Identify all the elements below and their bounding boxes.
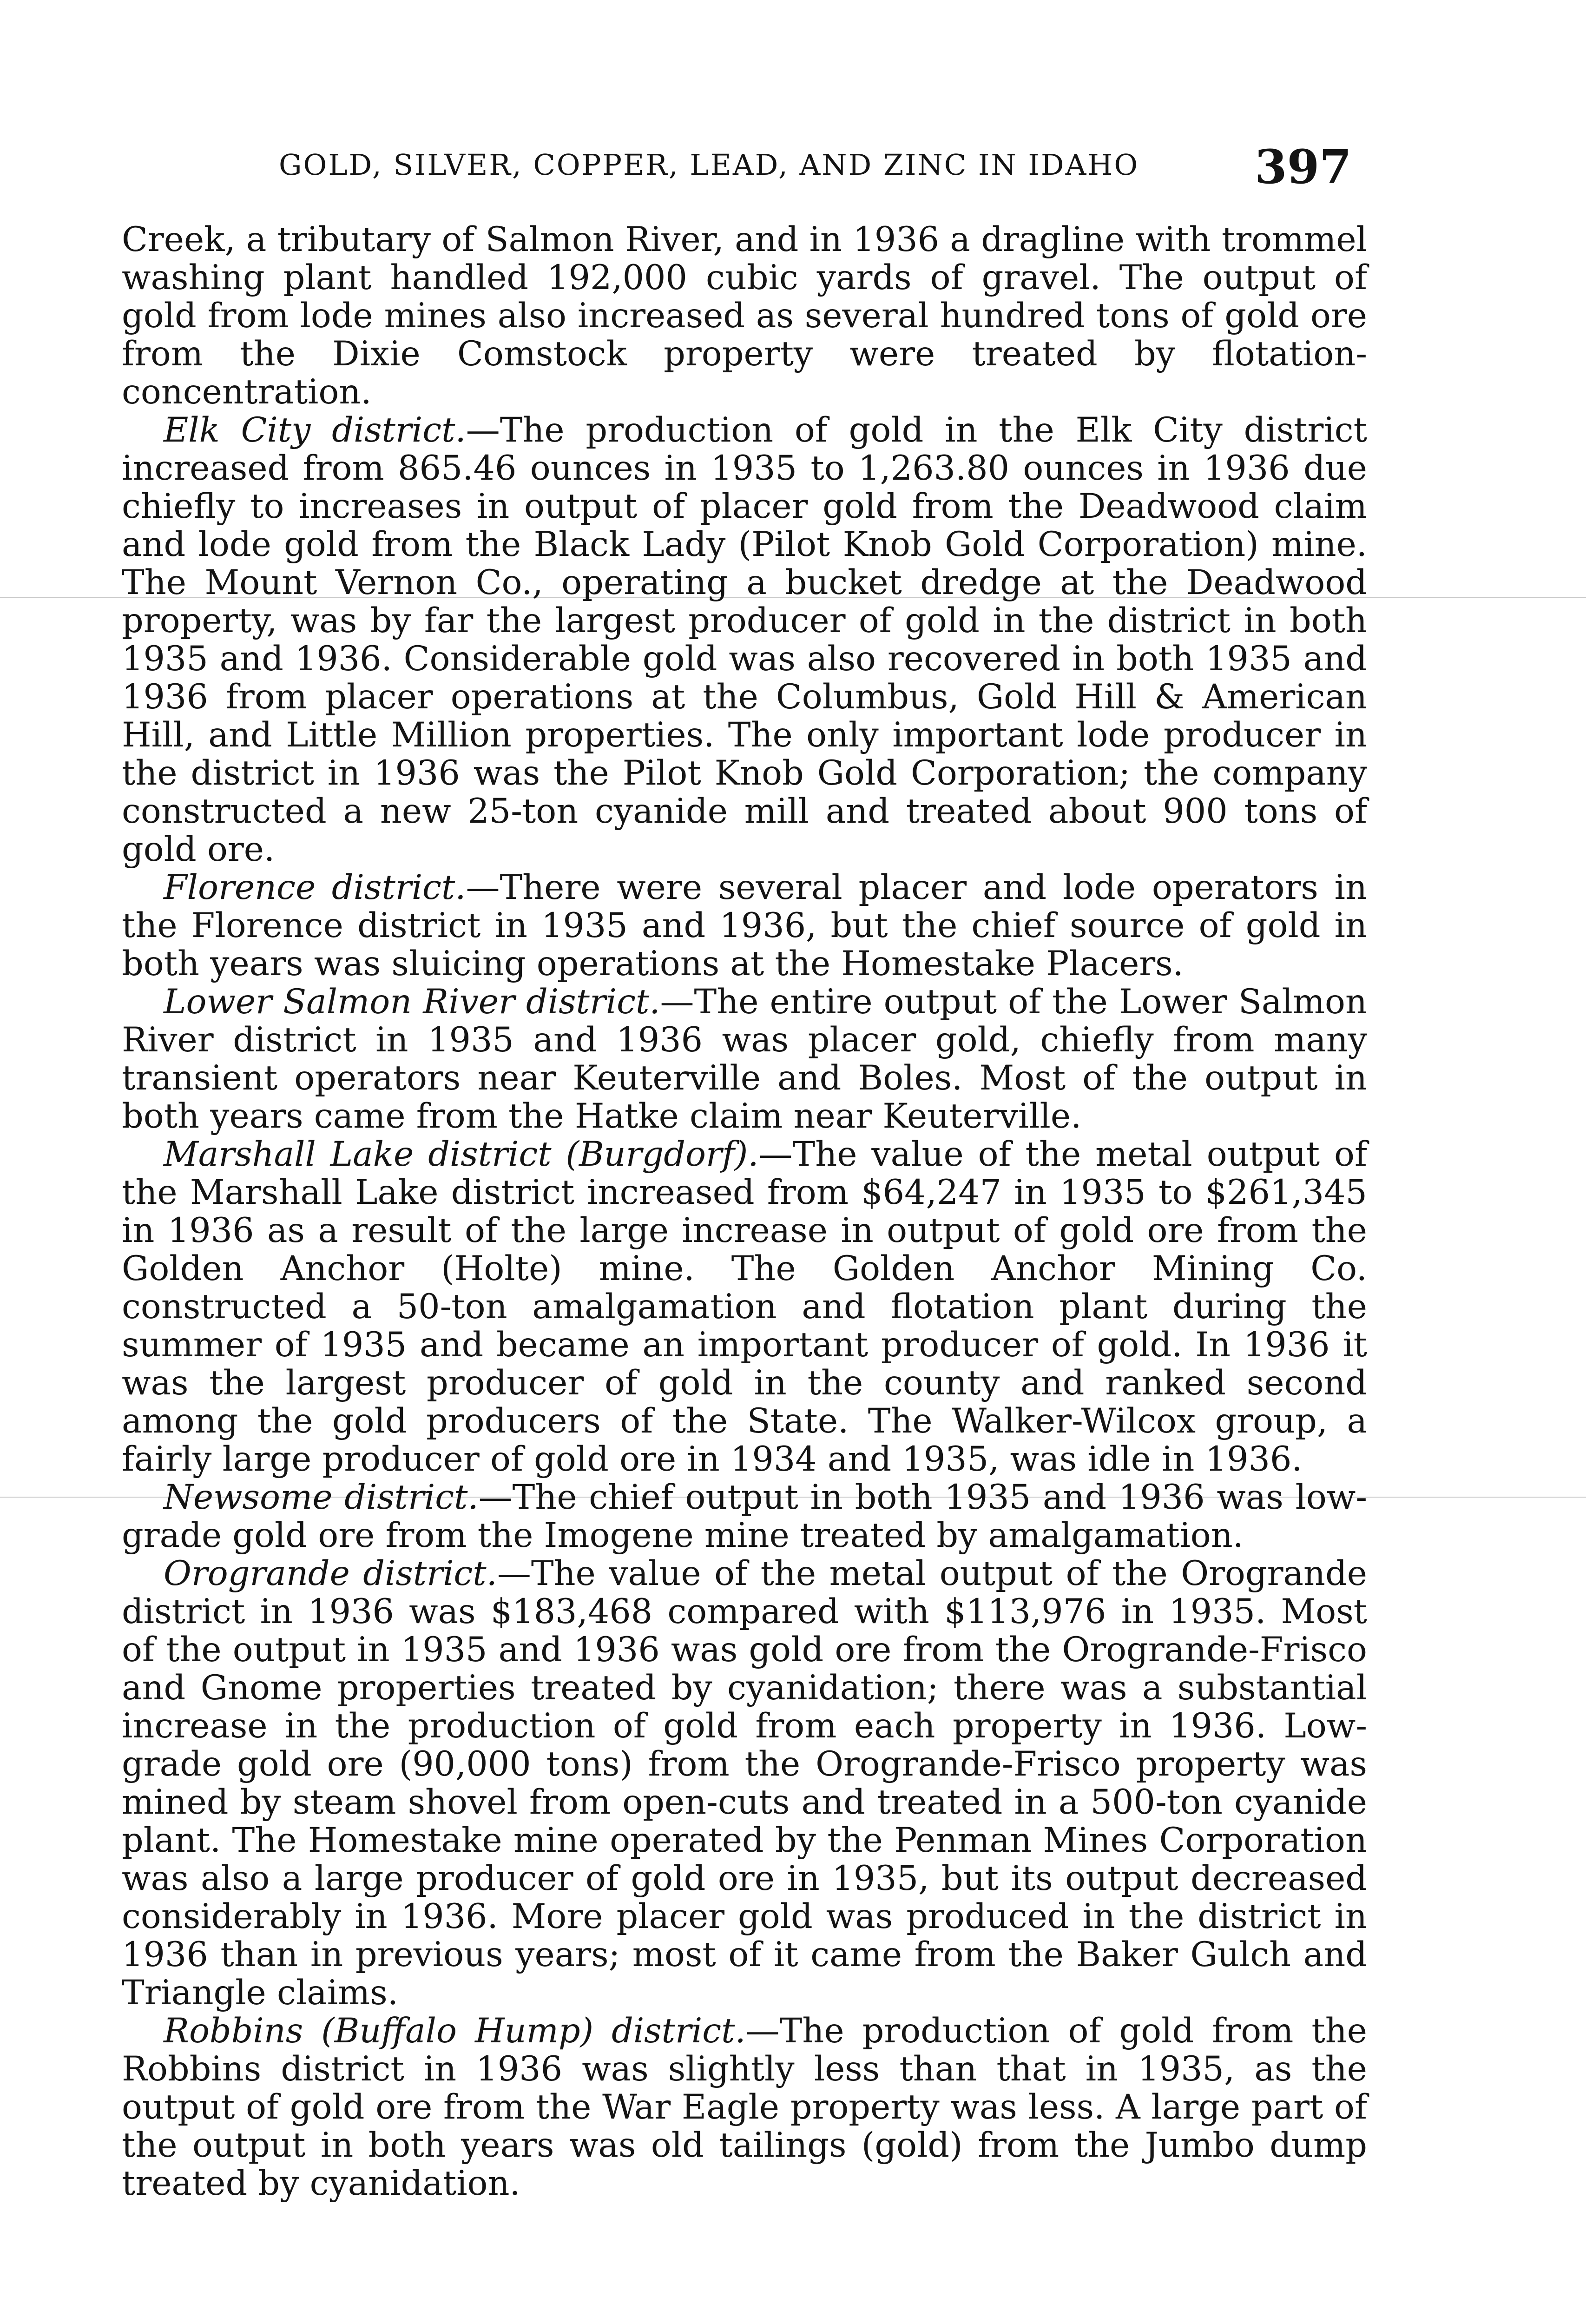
paragraph-text: —The production of gold from the Robbins district in 1936 was slightly less than that in 1935, as the output of gold ore from the War Eagle property was less. A large part of the output in both years was old tailings (gold) from the Jumbo dump treated by cyanidation.: [122, 2011, 1367, 2203]
paragraph-text: —The value of the metal output of the Orogrande district in 1936 was $183,468 compared with $113,976 in 1935. Most of the output in 1935 and 1936 was gold ore from the Orogrande-Frisco and Gnome properties treated by cyanidation; there was a substantial increase in the production of gold from each property in 1936. Low-grade gold ore (90,000 tons) from the Orogrande-Frisco property was mined by steam shovel from open-cuts and treated in a 500-ton cyanide plant. The Homestake mine operated by the Penman Mines Corporation was also a large producer of gold ore in 1935, but its output decreased considerably in 1936. More placer gold was produced in the district in 1936 than in previous years; most of it came from the Baker Gulch and Triangle claims.: [122, 1554, 1367, 2013]
section-heading-newsome: Newsome district.: [164, 1478, 479, 1517]
page-number: 397: [1255, 139, 1352, 194]
section-heading-orogrande: Orogrande district.: [164, 1554, 497, 1593]
paragraph-robbins: [122, 2012, 1367, 2203]
paragraph-text: —The production of gold in the Elk City district increased from 865.46 ounces in 1935 to 1,263.80 ounces in 1936 due chiefly to increases in output of placer gold from the Deadwood claim and lode gold from the Black Lady (Pilot Knob Gold Corporation) mine. The Mount Vernon Co., operating a bucket dredge at the Deadwood property, was by far the largest producer of gold in the district in both 1935 and 1936. Considerable gold was also recovered in both 1935 and 1936 from placer operations at the Columbus, Gold Hill & American Hill, and Little Million properties. The only important lode producer in the district in 1936 was the Pilot Knob Gold Corporation; the company constructed a new 25-ton cyanide mill and treated about 900 tons of gold ore.: [122, 410, 1367, 869]
section-heading-elk-city: Elk City district.: [164, 410, 466, 450]
paragraph-newsome: [122, 1479, 1367, 1555]
paragraph-text: —The entire output of the Lower Salmon River district in 1935 and 1936 was placer gold, chiefly from many transient operators near Keuterville and Boles. Most of the output in both years came from the Hatke claim near Keuterville.: [122, 982, 1367, 1136]
body-text: [122, 221, 1367, 2203]
paragraph-lower-salmon-river: [122, 983, 1367, 1136]
paragraph-text: Creek, a tributary of Salmon River, and in 1936 a dragline with trommel washing plant handled 192,000 cubic yards of gravel. The output of gold from lode mines also increased as several hundred tons of gold ore from the Dixie Comstock property were treated by flotation-concentration.: [122, 220, 1367, 412]
paragraph-creek-continuation: [122, 221, 1367, 411]
paragraph-text: —The value of the metal output of the Marshall Lake district increased from $64,247 in 1935 to $261,345 in 1936 as a result of the large increase in output of gold ore from the Golden Anchor (Holte) mine. The Golden Anchor Mining Co. constructed a 50-ton amalgamation and flotation plant during the summer of 1935 and became an important producer of gold. In 1936 it was the largest producer of gold in the county and ranked second among the gold producers of the State. The Walker-Wilcox group, a fairly large producer of gold ore in 1934 and 1935, was idle in 1936.: [122, 1135, 1367, 1479]
paragraph-florence: [122, 869, 1367, 983]
section-heading-florence: Florence district.: [164, 868, 466, 907]
section-heading-marshall-lake: Marshall Lake district (Burgdorf).: [164, 1135, 759, 1174]
section-heading-robbins: Robbins (Buffalo Hump) district.: [164, 2011, 746, 2051]
paragraph-text: —There were several placer and lode operators in the Florence district in 1935 and 1936, but the chief source of gold in both years was sluicing operations at the Homestake Placers.: [122, 868, 1367, 984]
section-heading-lower-salmon-river: Lower Salmon River district.: [164, 982, 660, 1022]
paragraph-marshall-lake: [122, 1136, 1367, 1479]
paragraph-orogrande: [122, 1555, 1367, 2012]
paragraph-elk-city: [122, 411, 1367, 869]
running-header: GOLD, SILVER, COPPER, LEAD, AND ZINC IN IDAHO: [279, 148, 1139, 182]
paragraph-text: —The chief output in both 1935 and 1936 was low-grade gold ore from the Imogene mine treated by amalgamation.: [122, 1478, 1367, 1555]
